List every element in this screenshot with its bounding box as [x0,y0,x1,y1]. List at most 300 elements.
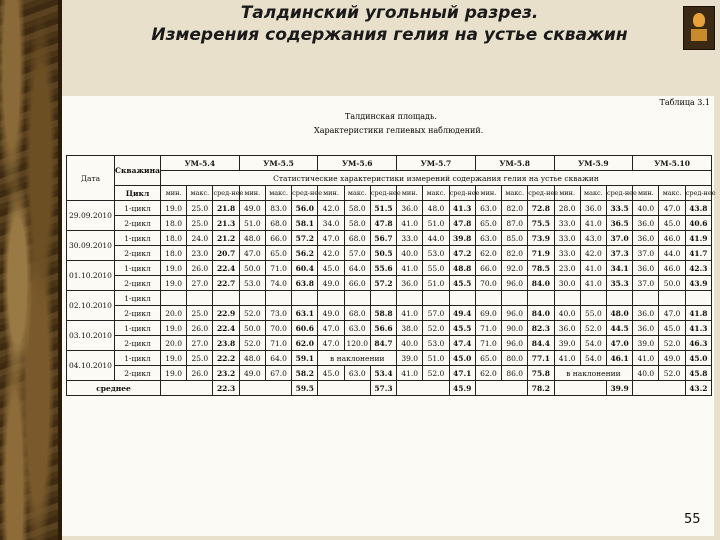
date-cell: 04.10.2010 [67,351,115,381]
value-cell: 21.3 [213,216,239,231]
note-cell: в наклонении [554,366,633,381]
average-spacer [239,381,291,396]
value-cell: 82.0 [502,246,528,261]
mining-lamp-logo [683,6,715,50]
value-cell: 48.8 [449,261,475,276]
value-cell: 22.4 [213,261,239,276]
value-cell: 20.7 [213,246,239,261]
subheader-cell: макс. [502,186,528,201]
value-cell: 84.7 [370,336,396,351]
subheader-cell: сред-нее [685,186,711,201]
value-cell: 53.0 [423,336,449,351]
value-cell: 20.0 [161,306,187,321]
subheader-cell: мин. [161,186,187,201]
value-cell [187,291,213,306]
average-spacer [161,381,213,396]
value-cell: 48.0 [239,231,265,246]
value-cell: 71.9 [528,246,554,261]
table-row [67,336,712,351]
well-header: УМ-5.9 [554,156,633,171]
value-cell: 53.4 [370,366,396,381]
subheader-cell: макс. [344,186,370,201]
document-subtitle: Характеристики гелиевых наблюдений. [314,126,484,135]
value-cell: 96.0 [502,306,528,321]
subheader-cell: сред-нее [292,186,318,201]
value-cell: 60.4 [292,261,318,276]
value-cell: 66.0 [344,276,370,291]
value-cell: 27.0 [187,336,213,351]
value-cell: 56.7 [370,231,396,246]
value-cell: 63.0 [344,321,370,336]
table-row [67,306,712,321]
value-cell: 62.0 [475,366,501,381]
value-cell: 42.3 [685,261,711,276]
value-cell: 21.8 [213,201,239,216]
value-cell: 92.0 [502,261,528,276]
value-cell: 83.0 [265,201,291,216]
cycle-cell: 2-цикл [115,306,161,321]
table-number-label: Таблица 3.1 [659,98,710,107]
value-cell: 35.3 [606,276,632,291]
value-cell: 73.0 [265,306,291,321]
value-cell: 33.0 [397,231,423,246]
value-cell [239,291,265,306]
value-cell: 70.0 [265,321,291,336]
value-cell: 43.9 [685,276,711,291]
value-cell: 40.6 [685,216,711,231]
value-cell: 63.1 [292,306,318,321]
value-cell: 41.3 [685,321,711,336]
value-cell: 19.0 [161,351,187,366]
value-cell: 47.8 [370,216,396,231]
value-cell: 41.0 [580,216,606,231]
subheader-cell: сред-нее [528,186,554,201]
value-cell [606,291,632,306]
value-cell: 36.0 [633,231,659,246]
value-cell: 48.0 [423,201,449,216]
title-line-1: Талдинский угольный разрез. [240,3,539,23]
value-cell: 36.0 [397,276,423,291]
value-cell: 34.0 [318,216,344,231]
value-cell: 23.0 [554,261,580,276]
value-cell: 78.5 [528,261,554,276]
value-cell: 50.0 [239,261,265,276]
value-cell: 65.0 [265,246,291,261]
value-cell: 42.0 [318,246,344,261]
subheader-cell: сред-нее [449,186,475,201]
value-cell: 63.0 [475,231,501,246]
value-cell: 41.7 [685,246,711,261]
value-cell [161,291,187,306]
slide-title [62,2,717,46]
value-cell: 54.0 [580,336,606,351]
value-cell: 52.0 [423,321,449,336]
value-cell: 36.0 [633,216,659,231]
value-cell: 96.0 [502,336,528,351]
value-cell: 22.4 [213,321,239,336]
value-cell: 18.0 [161,216,187,231]
value-cell [685,291,711,306]
subheader-cell: мин. [318,186,344,201]
value-cell: 62.0 [475,246,501,261]
cycle-cell: 1-цикл [115,351,161,366]
value-cell: 48.0 [239,351,265,366]
value-cell: 84.0 [528,306,554,321]
well-header: УМ-5.5 [239,156,318,171]
subheader-cell: макс. [187,186,213,201]
value-cell: 71.0 [475,321,501,336]
subheader-cell: макс. [580,186,606,201]
table-row [67,366,712,381]
value-cell: 43.0 [580,231,606,246]
value-cell: 57.2 [292,231,318,246]
value-cell: 52.0 [239,336,265,351]
value-cell: 34.1 [606,261,632,276]
subheader-cell: мин. [239,186,265,201]
value-cell [554,291,580,306]
average-spacer [633,381,685,396]
value-cell: 57.0 [344,246,370,261]
area-label: Талдинская площадь. [345,112,437,121]
value-cell: 45.8 [685,366,711,381]
header-well: Скважина [115,156,161,186]
value-cell: 46.3 [685,336,711,351]
average-spacer [475,381,527,396]
cycle-cell: 2-цикл [115,366,161,381]
value-cell: 19.0 [161,201,187,216]
value-cell: 47.0 [318,336,344,351]
subheader-cell: сред-нее [213,186,239,201]
value-cell: 44.0 [659,246,685,261]
value-cell: 52.0 [423,366,449,381]
value-cell: 41.0 [397,261,423,276]
value-cell: 30.0 [554,276,580,291]
well-header: УМ-5.8 [475,156,554,171]
subheader-cell: макс. [659,186,685,201]
value-cell: 48.0 [606,306,632,321]
value-cell: 36.0 [633,306,659,321]
value-cell: 36.0 [633,321,659,336]
value-cell: 51.0 [239,216,265,231]
value-cell: 49.4 [449,306,475,321]
value-cell: 47.0 [318,231,344,246]
average-cell: 45.9 [449,381,475,396]
value-cell [370,291,396,306]
value-cell: 41.0 [633,351,659,366]
value-cell: 65.0 [475,351,501,366]
value-cell [397,291,423,306]
value-cell: 66.0 [475,261,501,276]
value-cell: 40.0 [633,201,659,216]
value-cell: 42.0 [580,246,606,261]
value-cell [659,291,685,306]
value-cell: 23.2 [213,366,239,381]
date-cell: 29.09.2010 [67,201,115,231]
value-cell: 68.0 [344,231,370,246]
value-cell: 75.8 [528,366,554,381]
value-cell [580,291,606,306]
average-label: среднее [67,381,161,396]
subheader-cell: макс. [265,186,291,201]
value-cell: 51.5 [370,201,396,216]
value-cell [265,291,291,306]
value-cell: 68.0 [265,216,291,231]
value-cell: 96.0 [502,276,528,291]
value-cell: 64.0 [265,351,291,366]
value-cell: 47.2 [449,246,475,261]
value-cell: 52.0 [659,336,685,351]
value-cell: 65.0 [475,216,501,231]
average-cell: 43.2 [685,381,711,396]
value-cell: 41.0 [397,306,423,321]
value-cell: 39.0 [397,351,423,366]
value-cell: 28.0 [554,201,580,216]
value-cell [449,291,475,306]
value-cell: 21.2 [213,231,239,246]
value-cell: 44.5 [606,321,632,336]
value-cell: 57.2 [370,276,396,291]
value-cell [318,291,344,306]
value-cell: 67.0 [265,366,291,381]
table-row [67,261,712,276]
value-cell: 47.0 [239,246,265,261]
value-cell: 71.0 [265,336,291,351]
value-cell: 18.0 [161,231,187,246]
value-cell: 33.5 [606,201,632,216]
cycle-cell: 1-цикл [115,261,161,276]
table-row [67,276,712,291]
value-cell: 46.0 [659,231,685,246]
value-cell: 41.0 [397,216,423,231]
value-cell: 41.9 [685,231,711,246]
value-cell: 39.0 [554,336,580,351]
value-cell: 84.0 [528,276,554,291]
average-cell: 22.3 [213,381,239,396]
value-cell: 33.0 [554,231,580,246]
value-cell: 71.0 [475,336,501,351]
value-cell: 47.0 [606,336,632,351]
value-cell: 53.0 [239,276,265,291]
value-cell: 63.8 [292,276,318,291]
value-cell: 60.6 [292,321,318,336]
lamp-flame-icon [693,13,705,27]
value-cell: 46.0 [659,261,685,276]
stats-header: Статистические характеристики измерений содержания гелия на устье скважин [161,171,712,186]
value-cell: 45.0 [318,261,344,276]
value-cell: 47.0 [659,306,685,321]
value-cell: 69.0 [475,306,501,321]
value-cell: 41.3 [449,201,475,216]
subheader-cell: макс. [423,186,449,201]
value-cell: 68.0 [344,306,370,321]
value-cell: 51.0 [423,351,449,366]
value-cell: 70.0 [475,276,501,291]
value-cell: 80.0 [502,351,528,366]
value-cell: 50.0 [659,276,685,291]
value-cell: 40.0 [554,306,580,321]
header-cycle: Цикл [115,186,161,201]
well-header: УМ-5.7 [397,156,476,171]
value-cell: 72.8 [528,201,554,216]
value-cell: 36.0 [554,321,580,336]
value-cell: 25.0 [187,216,213,231]
value-cell: 41.0 [580,261,606,276]
value-cell: 50.5 [370,246,396,261]
value-cell: 19.0 [161,261,187,276]
value-cell: 20.0 [161,336,187,351]
value-cell: 64.0 [344,261,370,276]
value-cell: 58.1 [292,216,318,231]
value-cell: 58.2 [292,366,318,381]
table-row [67,351,712,366]
value-cell: 85.0 [502,231,528,246]
value-cell: 56.6 [370,321,396,336]
value-cell: 49.0 [318,306,344,321]
value-cell [292,291,318,306]
date-cell: 02.10.2010 [67,291,115,321]
value-cell: 58.0 [344,216,370,231]
value-cell: 51.0 [423,216,449,231]
value-cell: 55.0 [580,306,606,321]
value-cell: 56.2 [292,246,318,261]
value-cell: 49.0 [318,276,344,291]
value-cell: 43.8 [685,201,711,216]
header-row-subheaders [67,186,712,201]
date-cell: 03.10.2010 [67,321,115,351]
value-cell: 51.0 [423,276,449,291]
header-date: Дата [67,156,115,201]
value-cell [344,291,370,306]
decorative-wood-stripe [0,0,58,540]
value-cell: 27.0 [187,276,213,291]
value-cell: 45.0 [449,351,475,366]
value-cell: 45.0 [685,351,711,366]
cycle-cell: 2-цикл [115,246,161,261]
average-spacer [554,381,606,396]
value-cell: 40.0 [397,246,423,261]
value-cell: 58.0 [344,201,370,216]
average-spacer [318,381,370,396]
value-cell: 63.0 [344,366,370,381]
table-row [67,201,712,216]
value-cell: 55.6 [370,261,396,276]
value-cell: 47.1 [449,366,475,381]
value-cell: 59.1 [292,351,318,366]
value-cell: 52.0 [239,306,265,321]
document-sheet [62,96,714,536]
value-cell: 40.0 [633,366,659,381]
value-cell: 33.0 [554,216,580,231]
cycle-cell: 1-цикл [115,291,161,306]
value-cell: 57.0 [423,306,449,321]
value-cell: 74.0 [265,276,291,291]
cycle-cell: 2-цикл [115,216,161,231]
value-cell: 26.0 [187,261,213,276]
value-cell: 50.0 [239,321,265,336]
value-cell: 86.0 [502,366,528,381]
value-cell: 39.0 [633,336,659,351]
value-cell [423,291,449,306]
value-cell [502,291,528,306]
average-cell: 39.9 [606,381,632,396]
value-cell: 25.0 [187,351,213,366]
value-cell: 19.0 [161,321,187,336]
average-cell: 57.3 [370,381,396,396]
title-line-2: Измерения содержания гелия на устье скважин [151,25,628,45]
value-cell: 37.0 [606,231,632,246]
cycle-cell: 2-цикл [115,336,161,351]
value-cell [528,291,554,306]
value-cell: 41.0 [554,351,580,366]
subheader-cell: мин. [397,186,423,201]
value-cell: 120.0 [344,336,370,351]
average-row [67,381,712,396]
value-cell: 47.4 [449,336,475,351]
value-cell: 71.0 [265,261,291,276]
value-cell [633,291,659,306]
value-cell: 73.9 [528,231,554,246]
value-cell: 41.0 [580,276,606,291]
value-cell: 47.0 [318,321,344,336]
value-cell: 42.0 [318,201,344,216]
value-cell: 36.0 [633,261,659,276]
value-cell: 37.0 [633,246,659,261]
value-cell: 22.7 [213,276,239,291]
value-cell: 38.0 [397,321,423,336]
value-cell: 46.1 [606,351,632,366]
subheader-cell: сред-нее [606,186,632,201]
value-cell: 49.0 [659,351,685,366]
subheader-cell: мин. [475,186,501,201]
value-cell: 45.0 [659,321,685,336]
value-cell: 75.5 [528,216,554,231]
value-cell: 22.9 [213,306,239,321]
value-cell: 49.0 [239,201,265,216]
value-cell: 54.0 [580,351,606,366]
value-cell: 44.0 [423,231,449,246]
value-cell: 26.0 [187,321,213,336]
value-cell: 45.0 [659,216,685,231]
value-cell: 24.0 [187,231,213,246]
helium-measurements-table [66,155,716,396]
subheader-cell: мин. [554,186,580,201]
value-cell: 82.3 [528,321,554,336]
date-cell: 01.10.2010 [67,261,115,291]
value-cell: 45.0 [318,366,344,381]
value-cell: 36.0 [580,201,606,216]
well-header: УМ-5.10 [633,156,712,171]
value-cell [475,291,501,306]
value-cell: 82.0 [502,201,528,216]
value-cell: 25.0 [187,201,213,216]
value-cell: 84.4 [528,336,554,351]
table-row [67,321,712,336]
value-cell: 45.5 [449,276,475,291]
well-header: УМ-5.4 [161,156,240,171]
table-row [67,291,712,306]
cycle-cell: 1-цикл [115,231,161,246]
subheader-cell: сред-нее [370,186,396,201]
value-cell: 63.0 [475,201,501,216]
value-cell: 47.0 [659,201,685,216]
table-row [67,246,712,261]
value-cell: 47.8 [449,216,475,231]
value-cell: 23.0 [187,246,213,261]
value-cell: 23.8 [213,336,239,351]
value-cell: 25.0 [187,306,213,321]
value-cell: 22.2 [213,351,239,366]
average-spacer [397,381,449,396]
